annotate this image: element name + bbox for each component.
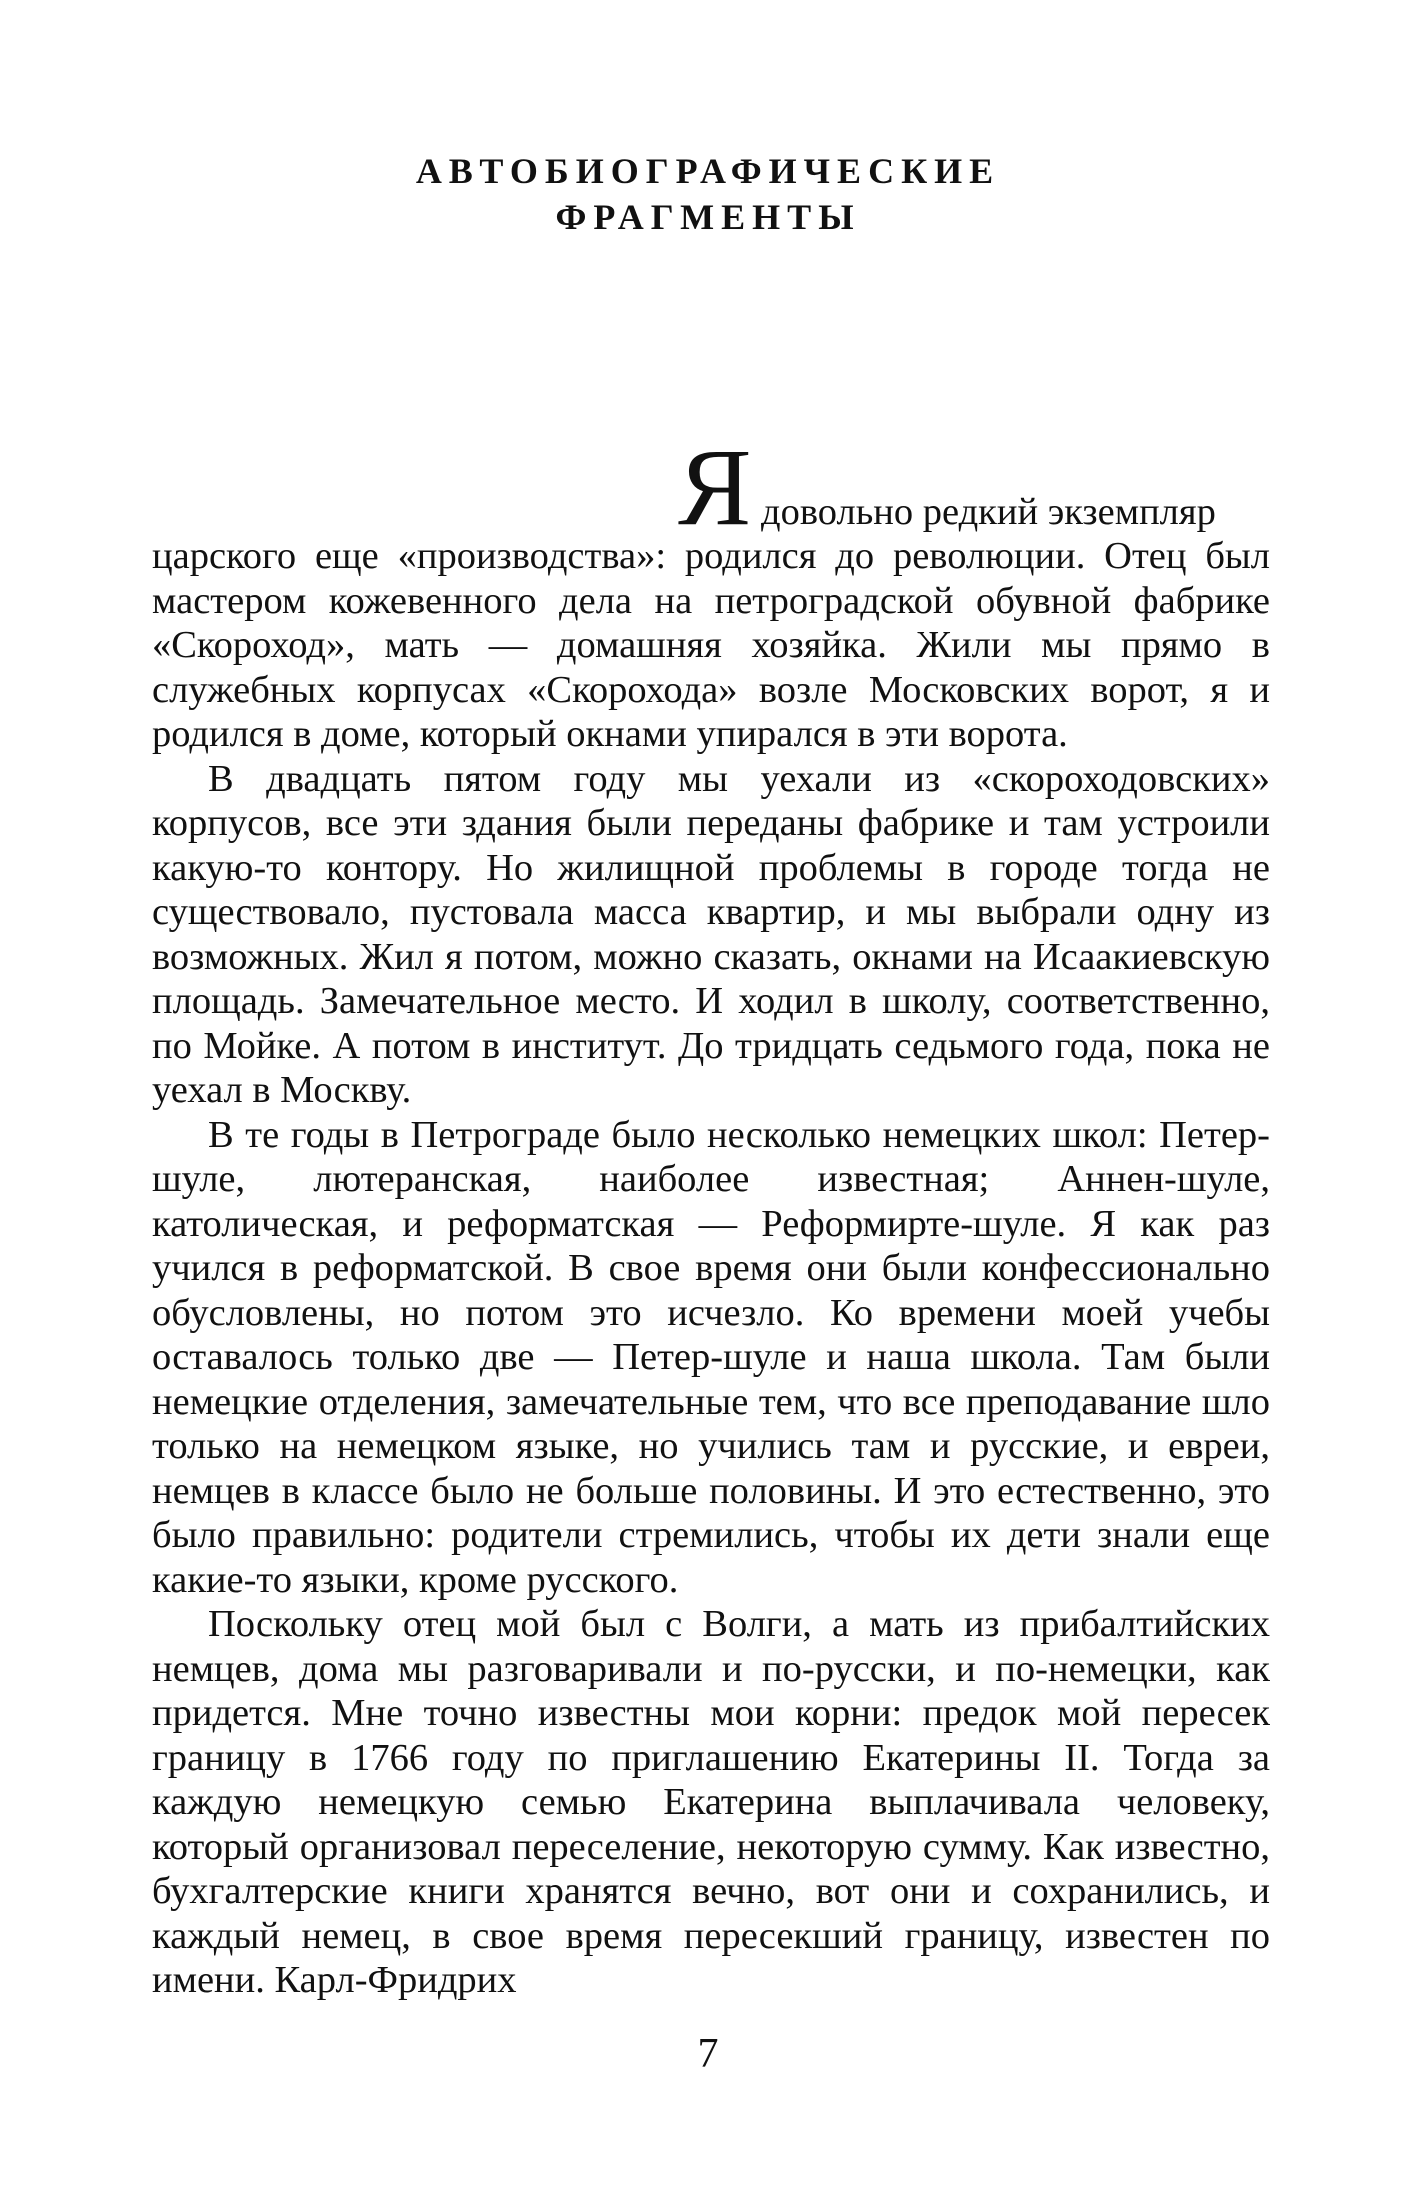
paragraph-4: Поскольку отец мой был с Волги, а мать из прибалтийских немцев, дома мы разговаривали и по-русски, и по-немецки, как придется. Мне точно известны мои корни: предок мой пересек границу в 1766 году по приглашению Екатерины II. Тогда за каждую немецкую семью Екатерина выплачивала человеку, который организовал переселение, некоторую сумму. Как известно, бухгалтерские книги хранятся вечно, вот они и сохранились, и каждый немец, в свое время пересекший границу, известен по имени. Карл-Фридрих (152, 1603, 1270, 2001)
chapter-title-line-2: ФРАГМЕНТЫ (555, 197, 861, 237)
dropcap-line (152, 425, 1270, 548)
paragraph-3: В те годы в Петрограде было несколько немецких школ: Петер-шуле, лютеранская, наиболее известная; Аннен-шуле, католическая, и реформатская — Реформирте-шуле. Я как раз учился в реформатской. В свое время они были конфессионально обусловлены, но потом это исчезло. Ко времени моей учебы оставалось только две — Петер-шуле и наша школа. Там были немецкие отделения, замечательные тем, что все преподавание шло только на немецком языке, но учились там и русские, и евреи, немцев в классе было не больше половины. И это естественно, это было правильно: родители стремились, чтобы их дети знали еще какие-то языки, кроме русского. (152, 1113, 1270, 1601)
chapter-title (0, 148, 1416, 240)
opening-line: довольно редкий экземпляр (751, 490, 1216, 533)
paragraph-1: царского еще «производства»: родился до революции. Отец был мастером кожевенного дела на петроградской обувной фабрике «Скороход», мать — домашняя хозяйка. Жили мы прямо в служебных корпусах «Скорохода» возле Московских ворот, я и родился в доме, который окнами упирался в эти ворота. (152, 535, 1270, 755)
page-number: 7 (697, 2031, 719, 2077)
body-text (152, 425, 1270, 2003)
drop-cap-letter: Я (678, 425, 752, 548)
dropcap-wrap (678, 425, 1270, 548)
paragraph-2: В двадцать пятом году мы уехали из «скороходовских» корпусов, все эти здания были переданы фабрике и там устроили какую-то контору. Но жилищной проблемы в городе тогда не существовало, пустовала масса квартир, и мы выбрали одну из возможных. Жил я потом, можно сказать, окнами на Исаакиевскую площадь. Замечательное место. И ходил в школу, соответственно, по Мойке. А потом в институт. До тридцать седьмого года, пока не уехал в Москву. (152, 757, 1270, 1111)
chapter-title-line-1: АВТОБИОГРАФИЧЕСКИЕ (415, 151, 1001, 191)
